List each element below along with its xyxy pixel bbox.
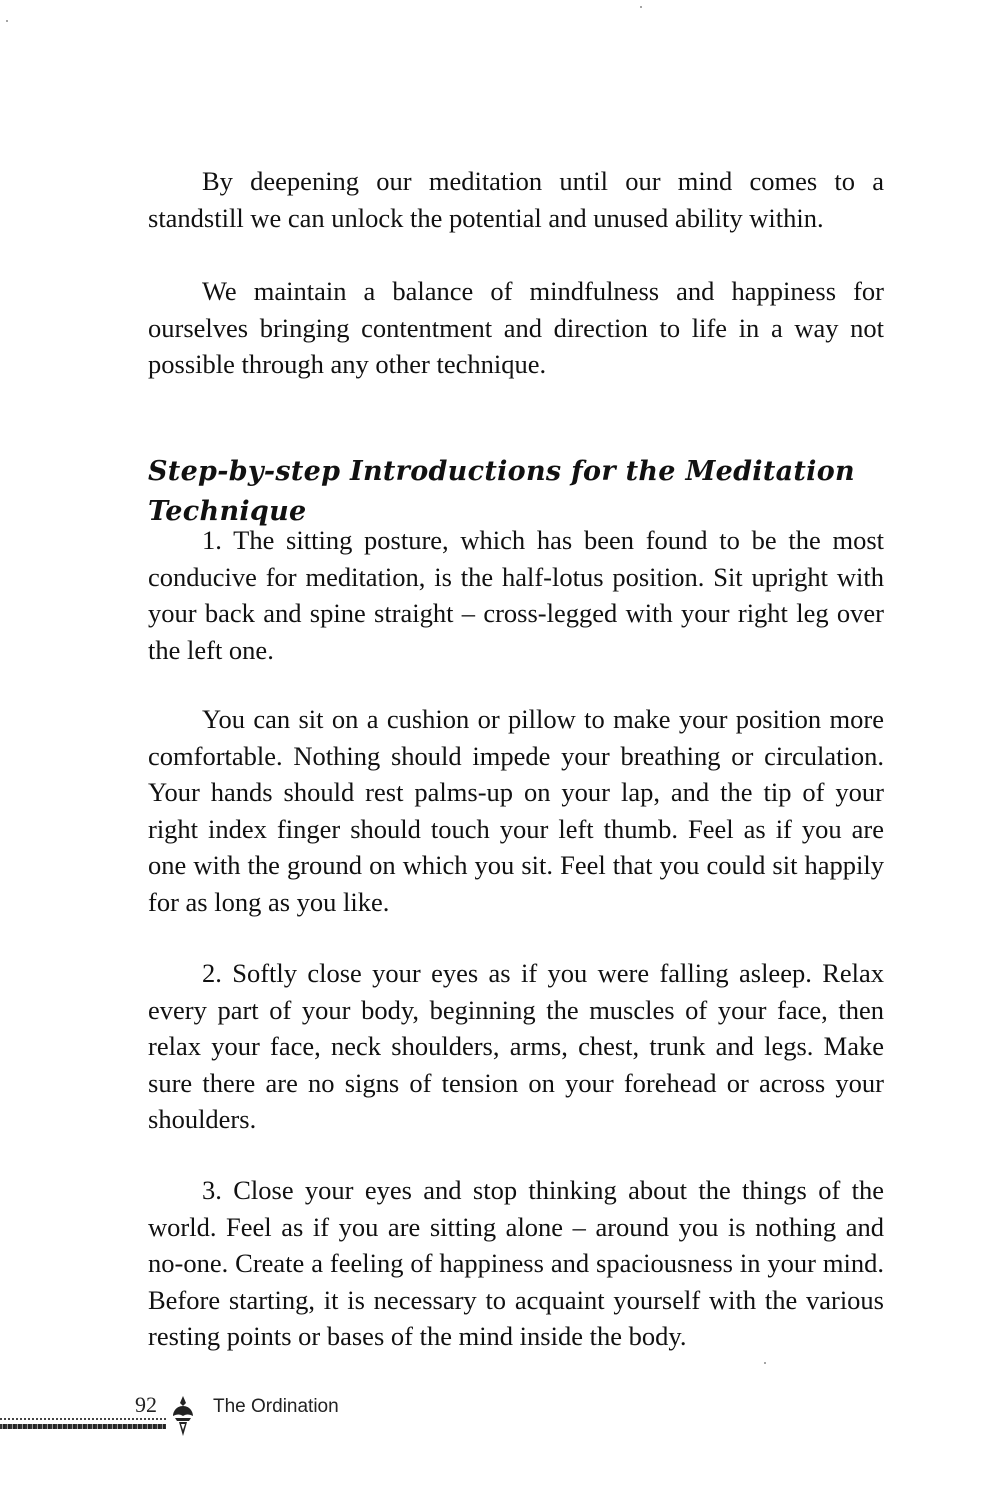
step-1-continued-paragraph: You can sit on a cushion or pillow to make your position more comfortable. Nothing should impede your breathing or circulation. Your hands should rest palms-up on your lap, and the tip of your right index finger should touch your left thumb. Feel as if you are one with the ground on which you sit. Feel that you could sit happily for as long as you like.: [148, 704, 884, 917]
scan-speck: [6, 20, 8, 22]
paragraph-1: By deepening our meditation until our mind comes to a standstill we can unlock the potential and unused ability within.: [148, 166, 884, 233]
scan-speck: [640, 6, 642, 8]
page-number: 92: [135, 1392, 157, 1417]
lotus-ornament-icon: [170, 1394, 196, 1438]
section-heading: Step-by-step Introductions for the Meditation Technique: [148, 456, 855, 527]
running-title: The Ordination: [213, 1396, 339, 1417]
step-2-paragraph: 2. Softly close your eyes as if you were falling asleep. Relax every part of your body, beginning the muscles of your face, then relax your face, neck shoulders, arms, chest, trunk and legs. Make sure there are no signs of tension on your forehead or across your shoulders.: [148, 958, 884, 1134]
scan-speck: [764, 1362, 766, 1364]
footer-dense-rule: [0, 1424, 166, 1429]
step-1-paragraph: 1. The sitting posture, which has been found to be the most conducive for meditation, is the half-lotus position. Sit upright with your back and spine straight – cross-legged with your right leg over the left one.: [148, 525, 884, 665]
footer-dotted-rule: [0, 1418, 166, 1420]
step-3-paragraph: 3. Close your eyes and stop thinking about the things of the world. Feel as if you are sitting alone – around you is nothing and no-one. Create a feeling of happiness and spaciousness in your mind. Before starting, it is necessary to acquaint yourself with the various resting points or bases of the mind inside the body.: [148, 1175, 884, 1351]
paragraph-2: We maintain a balance of mindfulness and happiness for ourselves bringing contentment and direction to life in a way not possible through any other technique.: [148, 276, 884, 379]
page-footer: [0, 1392, 400, 1442]
